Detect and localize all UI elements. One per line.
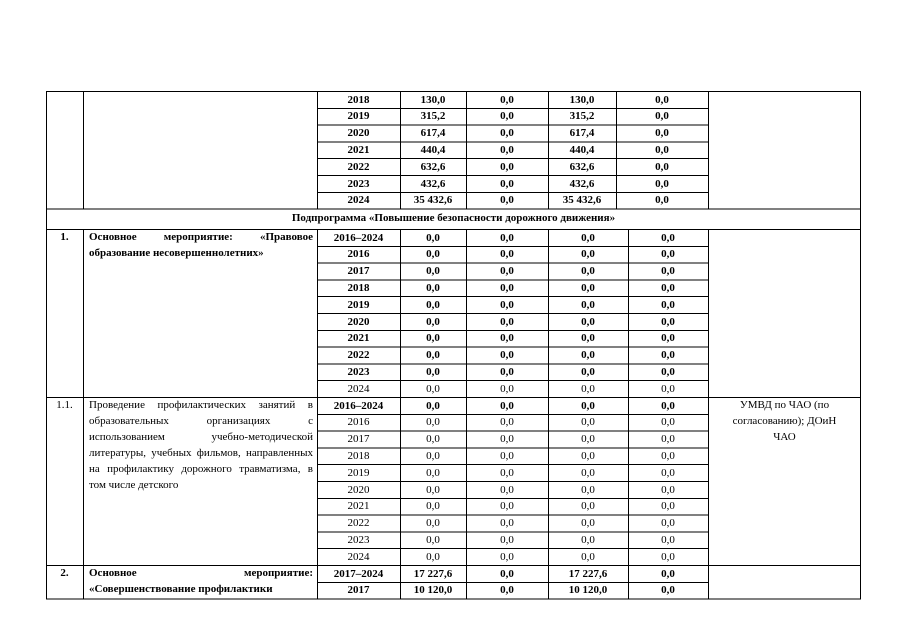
block_top-row-6-value-v4: 0,0	[655, 194, 669, 207]
item1-row-2-value-v2: 0,0	[500, 265, 514, 278]
item11-number: 1.1.	[56, 399, 73, 411]
block_top-row-2-value-v3: 617,4	[569, 127, 595, 140]
item1-row-9-value-v1: 0,0	[426, 382, 440, 395]
block_top-row-1-year: 2019	[347, 110, 370, 123]
block_top-row-2-value-v1: 617,4	[420, 127, 446, 140]
block_top-row-4-value-v4: 0,0	[655, 160, 669, 173]
item11-row-0-value-v3: 0,0	[581, 399, 595, 412]
item11-row-8-value-v1: 0,0	[426, 533, 440, 546]
item11-row-1-value-v2: 0,0	[500, 416, 514, 429]
block_top-row-3-year: 2021	[347, 143, 370, 156]
item1-row-1-value-v4: 0,0	[661, 248, 675, 261]
block_top-row-6-value-v3: 35 432,6	[562, 194, 602, 207]
item11-row-1-value-v3: 0,0	[581, 416, 595, 429]
item11-row-4-value-v1: 0,0	[426, 466, 440, 479]
item1-row-1-value-v3: 0,0	[581, 248, 595, 261]
item1-row-4-year: 2019	[347, 298, 370, 311]
item1-row-1-value-v1: 0,0	[426, 248, 440, 261]
item1-description: Основное мероприятие: «Правовое образование несовершеннолетних»	[89, 231, 313, 259]
item2-row-1-year: 2017	[347, 584, 370, 597]
item1-row-0-value-v4: 0,0	[661, 231, 675, 244]
item11-row-5-value-v1: 0,0	[426, 483, 440, 496]
item1-row-7-value-v4: 0,0	[661, 349, 675, 362]
item11-row-3-year: 2018	[347, 449, 370, 462]
item11-row-4-value-v4: 0,0	[661, 466, 675, 479]
block_top-row-5-value-v4: 0,0	[655, 177, 669, 190]
item1-row-7-value-v1: 0,0	[426, 349, 440, 362]
item2-row-0-value-v1: 17 227,6	[413, 567, 453, 580]
item11-row-8-value-v2: 0,0	[500, 533, 514, 546]
item11-row-5-value-v2: 0,0	[500, 483, 514, 496]
item2-row-0-value-v2: 0,0	[500, 567, 514, 580]
item1-row-2-value-v4: 0,0	[661, 265, 675, 278]
block_top-row-2-value-v4: 0,0	[655, 127, 669, 140]
item11-row-8-value-v3: 0,0	[581, 533, 595, 546]
item1-row-4-value-v2: 0,0	[500, 298, 514, 311]
item1-row-0-value-v2: 0,0	[500, 231, 514, 244]
item11-row-0-year: 2016–2024	[333, 399, 384, 412]
item11-row-1-value-v1: 0,0	[426, 416, 440, 429]
item11-row-1-year: 2016	[347, 416, 370, 429]
item2-row-1-value-v4: 0,0	[661, 584, 675, 597]
item1-row-8-value-v1: 0,0	[426, 365, 440, 378]
item11-row-2-value-v4: 0,0	[661, 433, 675, 446]
item11-row-5-year: 2020	[347, 483, 370, 496]
block_top-row-4-value-v1: 632,6	[420, 160, 446, 173]
item11-row-5-value-v4: 0,0	[661, 483, 675, 496]
item1-row-6-value-v3: 0,0	[581, 332, 595, 345]
item11-row-6-value-v3: 0,0	[581, 500, 595, 513]
item1-row-2-year: 2017	[347, 265, 370, 278]
item1-row-7-value-v3: 0,0	[581, 349, 595, 362]
block_top-row-1-value-v3: 315,2	[569, 110, 595, 123]
item11-row-8-year: 2023	[347, 533, 370, 546]
block_top-row-6-year: 2024	[347, 194, 370, 207]
item1-row-4-value-v3: 0,0	[581, 298, 595, 311]
item1-row-9-value-v2: 0,0	[500, 382, 514, 395]
block_top-row-4-value-v2: 0,0	[500, 160, 514, 173]
item2-row-0-year: 2017–2024	[333, 567, 384, 580]
item1-row-8-value-v4: 0,0	[661, 365, 675, 378]
item1-row-7-value-v2: 0,0	[500, 349, 514, 362]
item11-row-7-value-v4: 0,0	[661, 517, 675, 530]
item1-row-9-value-v4: 0,0	[661, 382, 675, 395]
block_top-row-3-value-v2: 0,0	[500, 143, 514, 156]
item1-row-4-value-v1: 0,0	[426, 298, 440, 311]
block_top-row-3-value-v1: 440,4	[420, 143, 446, 156]
item11-row-3-value-v3: 0,0	[581, 449, 595, 462]
item11-row-3-value-v2: 0,0	[500, 449, 514, 462]
block_top-row-1-value-v2: 0,0	[500, 110, 514, 123]
item1-row-1-year: 2016	[347, 248, 370, 261]
item1-row-7-year: 2022	[347, 349, 370, 362]
item1-row-5-value-v2: 0,0	[500, 315, 514, 328]
item11-row-7-year: 2022	[347, 517, 370, 530]
block_top-row-5-year: 2023	[347, 177, 370, 190]
item11-row-9-value-v4: 0,0	[661, 550, 675, 563]
item1-row-3-value-v4: 0,0	[661, 281, 675, 294]
item11-row-6-value-v1: 0,0	[426, 500, 440, 513]
item1-row-0-value-v3: 0,0	[581, 231, 595, 244]
item1-row-3-year: 2018	[347, 281, 370, 294]
item1-row-2-value-v1: 0,0	[426, 265, 440, 278]
block_top-row-0-value-v2: 0,0	[500, 93, 514, 106]
item11-row-9-value-v3: 0,0	[581, 550, 595, 563]
item1-row-5-year: 2020	[347, 315, 370, 328]
block_top-row-6-value-v2: 0,0	[500, 194, 514, 207]
item11-row-7-value-v1: 0,0	[426, 517, 440, 530]
item11-row-6-value-v4: 0,0	[661, 500, 675, 513]
block_top-row-0-value-v1: 130,0	[420, 93, 446, 106]
item11-row-0-value-v2: 0,0	[500, 399, 514, 412]
item1-row-6-value-v1: 0,0	[426, 332, 440, 345]
item1-row-9-year: 2024	[347, 382, 370, 395]
item2-row-0-value-v3: 17 227,6	[568, 567, 608, 580]
item1-row-8-value-v3: 0,0	[581, 365, 595, 378]
item11-row-4-value-v2: 0,0	[500, 466, 514, 479]
item1-row-6-value-v4: 0,0	[661, 332, 675, 345]
block_top-row-5-value-v1: 432,6	[420, 177, 446, 190]
block_top-row-4-value-v3: 632,6	[569, 160, 595, 173]
item11-row-4-value-v3: 0,0	[581, 466, 595, 479]
budget-table	[46, 0, 861, 640]
item11-row-1-value-v4: 0,0	[661, 416, 675, 429]
item11-row-9-value-v1: 0,0	[426, 550, 440, 563]
item11-description: Проведение профилактических занятий в образовательных организациях с использованием учебно-методической литературы, учебных фильмов, направленных на профилактику дорожного травматизма, в том числе детского	[89, 399, 313, 491]
item11-row-2-value-v3: 0,0	[581, 433, 595, 446]
item11-row-3-value-v4: 0,0	[661, 449, 675, 462]
item1-row-5-value-v1: 0,0	[426, 315, 440, 328]
item11-row-6-year: 2021	[347, 500, 370, 513]
item11-row-4-year: 2019	[347, 466, 370, 479]
block_top-row-1-value-v1: 315,2	[420, 110, 446, 123]
item2-number: 2.	[60, 567, 69, 579]
item2-description: Основное мероприятие: «Совершенствование профилактики	[89, 567, 313, 595]
block_top-row-0-value-v3: 130,0	[569, 93, 595, 106]
item11-row-2-year: 2017	[347, 433, 370, 446]
item11-row-3-value-v1: 0,0	[426, 449, 440, 462]
item1-number: 1.	[60, 231, 69, 243]
item1-row-5-value-v4: 0,0	[661, 315, 675, 328]
item11-row-0-value-v1: 0,0	[426, 399, 440, 412]
item1-row-3-value-v1: 0,0	[426, 281, 440, 294]
item1-row-0-year: 2016–2024	[333, 231, 384, 244]
item11-row-6-value-v2: 0,0	[500, 500, 514, 513]
item1-row-9-value-v3: 0,0	[581, 382, 595, 395]
item1-row-1-value-v2: 0,0	[500, 248, 514, 261]
item11-responsible: УМВД по ЧАО (по согласованию); ДОиН ЧАО	[732, 399, 837, 443]
item1-row-3-value-v2: 0,0	[500, 281, 514, 294]
item1-row-6-year: 2021	[347, 332, 370, 345]
item11-row-7-value-v3: 0,0	[581, 517, 595, 530]
block_top-row-2-value-v2: 0,0	[500, 127, 514, 140]
item1-row-5-value-v3: 0,0	[581, 315, 595, 328]
block_top-row-5-value-v3: 432,6	[569, 177, 595, 190]
block_top-row-3-value-v4: 0,0	[655, 143, 669, 156]
item11-row-5-value-v3: 0,0	[581, 483, 595, 496]
subprogram-title: Подпрограмма «Повышение безопасности дорожного движения»	[291, 212, 616, 224]
block_top-row-5-value-v2: 0,0	[500, 177, 514, 190]
item2-row-0-value-v4: 0,0	[661, 567, 675, 580]
item11-row-0-value-v4: 0,0	[661, 399, 675, 412]
item1-row-3-value-v3: 0,0	[581, 281, 595, 294]
block_top-row-2-year: 2020	[347, 127, 370, 140]
item1-row-0-value-v1: 0,0	[426, 231, 440, 244]
item11-row-9-value-v2: 0,0	[500, 550, 514, 563]
item11-row-2-value-v1: 0,0	[426, 433, 440, 446]
item11-row-8-value-v4: 0,0	[661, 533, 675, 546]
block_top-row-0-value-v4: 0,0	[655, 93, 669, 106]
block_top-row-6-value-v1: 35 432,6	[413, 194, 453, 207]
item2-row-1-value-v1: 10 120,0	[413, 584, 453, 597]
item1-row-4-value-v4: 0,0	[661, 298, 675, 311]
item1-row-6-value-v2: 0,0	[500, 332, 514, 345]
item1-row-8-value-v2: 0,0	[500, 365, 514, 378]
item11-row-9-year: 2024	[347, 550, 370, 563]
block_top-row-4-year: 2022	[347, 160, 370, 173]
item1-row-2-value-v3: 0,0	[581, 265, 595, 278]
item11-row-2-value-v2: 0,0	[500, 433, 514, 446]
item1-row-8-year: 2023	[347, 365, 370, 378]
block_top-row-0-year: 2018	[347, 93, 370, 106]
item11-row-7-value-v2: 0,0	[500, 517, 514, 530]
block_top-row-1-value-v4: 0,0	[655, 110, 669, 123]
block_top-row-3-value-v3: 440,4	[569, 143, 595, 156]
item2-row-1-value-v2: 0,0	[500, 584, 514, 597]
item2-row-1-value-v3: 10 120,0	[568, 584, 608, 597]
